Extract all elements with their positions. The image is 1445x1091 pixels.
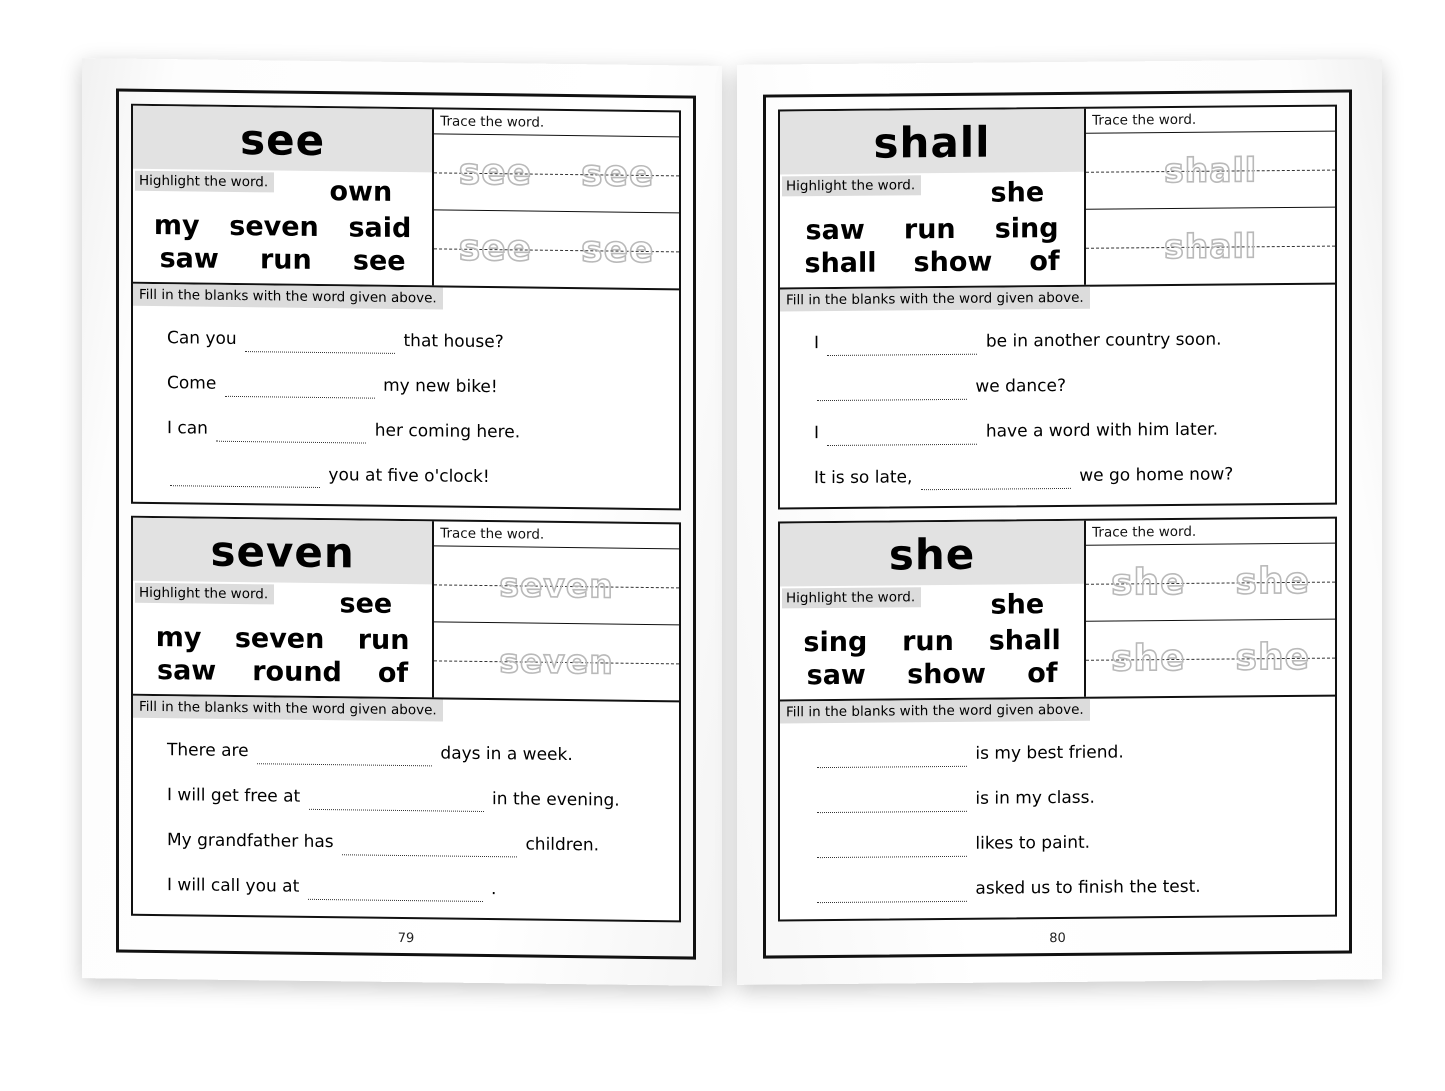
left-page-content <box>131 104 681 923</box>
highlight-instruction: Highlight the word. <box>135 171 274 193</box>
trace-line[interactable] <box>1086 132 1335 210</box>
fill-in-instruction: Fill in the blanks with the word given above. <box>780 699 1090 724</box>
word-choice[interactable]: saw <box>806 659 866 692</box>
fill-in-item <box>167 783 661 815</box>
trace-line[interactable] <box>1086 620 1335 697</box>
sentence-suffix: we dance? <box>975 375 1066 397</box>
sentence-suffix: you at five o'clock! <box>328 464 490 487</box>
sentence-prefix: There are <box>167 739 249 761</box>
word-choice[interactable]: seven <box>229 210 319 243</box>
answer-blank[interactable] <box>245 351 395 354</box>
trace-panel <box>1086 107 1335 285</box>
fill-in-list <box>133 306 679 509</box>
sentence-prefix: I <box>814 422 820 443</box>
word-choice-grid <box>780 589 1084 700</box>
fill-in-list <box>780 307 1335 508</box>
trace-ghost-word: she <box>1111 637 1186 680</box>
word-choice[interactable]: of <box>1029 245 1060 278</box>
word-choice[interactable]: seven <box>234 622 325 656</box>
trace-panel <box>1086 519 1335 697</box>
trace-instruction: Trace the word. <box>1086 519 1335 546</box>
word-choice[interactable]: show <box>907 658 986 691</box>
fill-in-item <box>167 873 661 905</box>
answer-blank[interactable] <box>817 856 967 858</box>
sentence-suffix: days in a week. <box>440 743 573 765</box>
sentence-suffix: likes to paint. <box>975 832 1091 854</box>
word-choice[interactable]: she <box>990 589 1045 621</box>
trace-ghost-word: shall <box>1164 226 1258 267</box>
fill-in-item <box>167 828 661 860</box>
sentence-suffix: that house? <box>403 330 504 352</box>
answer-blank[interactable] <box>257 763 432 766</box>
word-choice[interactable]: run <box>903 213 956 246</box>
word-choice[interactable]: shall <box>988 624 1061 657</box>
word-choice[interactable]: saw <box>805 214 865 247</box>
fill-in-list <box>780 719 1335 920</box>
trace-line[interactable] <box>434 546 679 625</box>
word-choice[interactable]: round <box>252 656 342 689</box>
fill-in-item <box>167 738 661 770</box>
word-choice-row <box>786 246 1078 280</box>
answer-blank[interactable] <box>225 396 375 399</box>
trace-ghost-word: see <box>581 153 655 196</box>
answer-blank[interactable] <box>817 766 967 768</box>
sentence-suffix: her coming here. <box>374 420 521 443</box>
fill-in-item <box>814 829 1317 859</box>
fill-in-item <box>167 326 661 358</box>
highlight-panel <box>133 106 434 286</box>
word-choice[interactable]: saw <box>157 655 217 687</box>
trace-ghost-word: seven <box>499 641 614 682</box>
fill-in-section <box>133 284 679 509</box>
answer-blank[interactable] <box>308 899 483 902</box>
trace-panel <box>434 521 679 700</box>
trace-line[interactable] <box>1086 208 1335 285</box>
word-choice-row <box>786 589 1078 626</box>
word-choice-row <box>786 625 1078 659</box>
fill-in-section <box>780 285 1335 508</box>
sentence-suffix: . <box>491 878 497 899</box>
word-block <box>778 105 1337 510</box>
trace-ghost-word: see <box>458 227 533 270</box>
fill-in-item <box>814 784 1317 814</box>
sentence-suffix: is in my class. <box>975 787 1095 809</box>
fill-in-item <box>167 416 661 448</box>
sentence-prefix: I <box>814 332 820 353</box>
highlight-panel <box>780 109 1086 288</box>
answer-blank[interactable] <box>309 809 484 812</box>
word-choice-row <box>786 658 1078 692</box>
word-choice[interactable]: of <box>377 657 409 690</box>
word-choice-grid <box>133 586 432 698</box>
trace-line[interactable] <box>434 622 679 700</box>
sentence-prefix: Come <box>167 372 217 394</box>
sentence-prefix: I can <box>167 417 208 439</box>
highlight-panel <box>133 518 434 698</box>
left-page-border <box>116 89 696 960</box>
word-choice-row <box>786 177 1078 214</box>
fill-in-list <box>133 718 679 921</box>
trace-line[interactable] <box>434 134 679 213</box>
highlight-panel <box>780 521 1086 700</box>
answer-blank[interactable] <box>827 444 977 446</box>
word-block-top <box>133 518 679 703</box>
trace-rows <box>1086 544 1335 697</box>
answer-blank[interactable] <box>817 811 967 813</box>
word-choice-grid <box>133 174 432 286</box>
word-choice-row <box>139 655 426 690</box>
word-choice-row <box>786 213 1078 247</box>
word-choice[interactable]: run <box>902 625 954 658</box>
sentence-suffix: be in another country soon. <box>985 329 1222 352</box>
word-choice-row <box>139 210 426 245</box>
trace-instruction: Trace the word. <box>434 109 679 137</box>
word-choice[interactable]: my <box>153 209 200 242</box>
fill-in-item <box>814 462 1317 492</box>
fill-in-item <box>814 739 1317 769</box>
trace-ghost-word: she <box>1235 560 1311 603</box>
trace-ghost-word: see <box>581 229 655 272</box>
fill-in-item <box>814 874 1317 904</box>
word-choice[interactable]: own <box>329 176 393 208</box>
word-choice[interactable]: see <box>352 245 406 278</box>
fill-in-section <box>780 697 1335 920</box>
right-page-border <box>763 89 1352 958</box>
trace-line[interactable] <box>434 210 679 288</box>
target-word-title: see <box>133 106 432 173</box>
sentence-prefix: I will call you at <box>167 874 300 897</box>
word-choice[interactable]: shall <box>804 247 877 280</box>
fill-in-item <box>814 417 1317 447</box>
trace-panel <box>434 109 679 288</box>
word-choice-row <box>139 243 426 278</box>
trace-rows <box>434 134 679 288</box>
word-choice[interactable]: saw <box>159 243 219 275</box>
page-number-right: 80 <box>1049 930 1066 947</box>
answer-blank[interactable] <box>921 488 1071 490</box>
trace-line[interactable] <box>1086 544 1335 622</box>
right-page <box>737 59 1382 985</box>
answer-blank[interactable] <box>216 441 366 444</box>
fill-in-item <box>167 371 661 403</box>
sentence-suffix: have a word with him later. <box>985 419 1218 442</box>
answer-blank[interactable] <box>827 354 977 356</box>
word-choice[interactable]: see <box>339 588 393 620</box>
word-choice[interactable]: run <box>357 624 410 657</box>
word-choice[interactable]: my <box>155 621 202 654</box>
left-page <box>82 58 722 986</box>
sentence-prefix: It is so late, <box>814 467 913 488</box>
fill-in-instruction: Fill in the blanks with the word given above. <box>133 284 443 310</box>
word-choice[interactable]: said <box>348 212 412 245</box>
word-choice-grid <box>780 177 1084 288</box>
trace-rows <box>1086 132 1335 285</box>
trace-ghost-word: see <box>458 151 533 194</box>
sentence-suffix: children. <box>525 834 600 856</box>
fill-in-item <box>814 327 1317 357</box>
fill-in-section <box>133 696 679 921</box>
trace-rows <box>434 546 679 700</box>
word-block-top <box>133 106 679 291</box>
sentence-suffix: in the evening. <box>492 788 620 811</box>
fill-in-instruction: Fill in the blanks with the word given above. <box>780 287 1090 312</box>
trace-ghost-word: seven <box>499 565 614 606</box>
trace-instruction: Trace the word. <box>434 521 679 549</box>
right-page-content <box>778 105 1337 922</box>
target-word-title: seven <box>133 518 432 585</box>
sentence-suffix: is my best friend. <box>975 742 1124 764</box>
word-choice-row <box>139 174 426 212</box>
fill-in-instruction: Fill in the blanks with the word given above. <box>133 696 443 722</box>
word-choice[interactable]: sing <box>994 213 1059 245</box>
trace-ghost-word: shall <box>1164 150 1258 191</box>
target-word-title: she <box>780 521 1084 587</box>
word-choice[interactable]: run <box>259 244 312 276</box>
highlight-instruction: Highlight the word. <box>782 587 921 608</box>
sentence-prefix: My grandfather has <box>167 829 334 852</box>
target-word-title: shall <box>780 109 1084 175</box>
word-choice-row <box>139 586 426 624</box>
word-block <box>131 104 681 511</box>
word-choice-row <box>139 622 426 657</box>
fill-in-item <box>814 372 1317 402</box>
highlight-instruction: Highlight the word. <box>135 583 274 605</box>
workbook-spread <box>82 62 1382 1032</box>
sentence-prefix: Can you <box>167 327 237 349</box>
trace-ghost-word: she <box>1111 561 1186 604</box>
word-choice[interactable]: she <box>990 177 1045 209</box>
sentence-suffix: asked us to finish the test. <box>975 876 1201 899</box>
page-number-left: 79 <box>397 930 415 947</box>
answer-blank[interactable] <box>342 855 517 858</box>
sentence-suffix: my new bike! <box>383 375 498 397</box>
word-choice[interactable]: of <box>1027 658 1058 690</box>
answer-blank[interactable] <box>817 901 967 903</box>
sentence-prefix: I will get free at <box>167 784 301 807</box>
answer-blank[interactable] <box>170 485 320 488</box>
word-choice[interactable]: sing <box>803 626 868 659</box>
trace-instruction: Trace the word. <box>1086 107 1335 134</box>
word-choice[interactable]: show <box>913 246 993 279</box>
word-block <box>778 517 1337 922</box>
trace-ghost-word: she <box>1235 636 1311 679</box>
highlight-instruction: Highlight the word. <box>782 175 921 196</box>
answer-blank[interactable] <box>817 399 967 401</box>
word-block-top <box>780 519 1335 702</box>
fill-in-item <box>167 461 661 493</box>
word-block <box>131 516 681 923</box>
word-block-top <box>780 107 1335 290</box>
sentence-suffix: we go home now? <box>1079 464 1234 486</box>
